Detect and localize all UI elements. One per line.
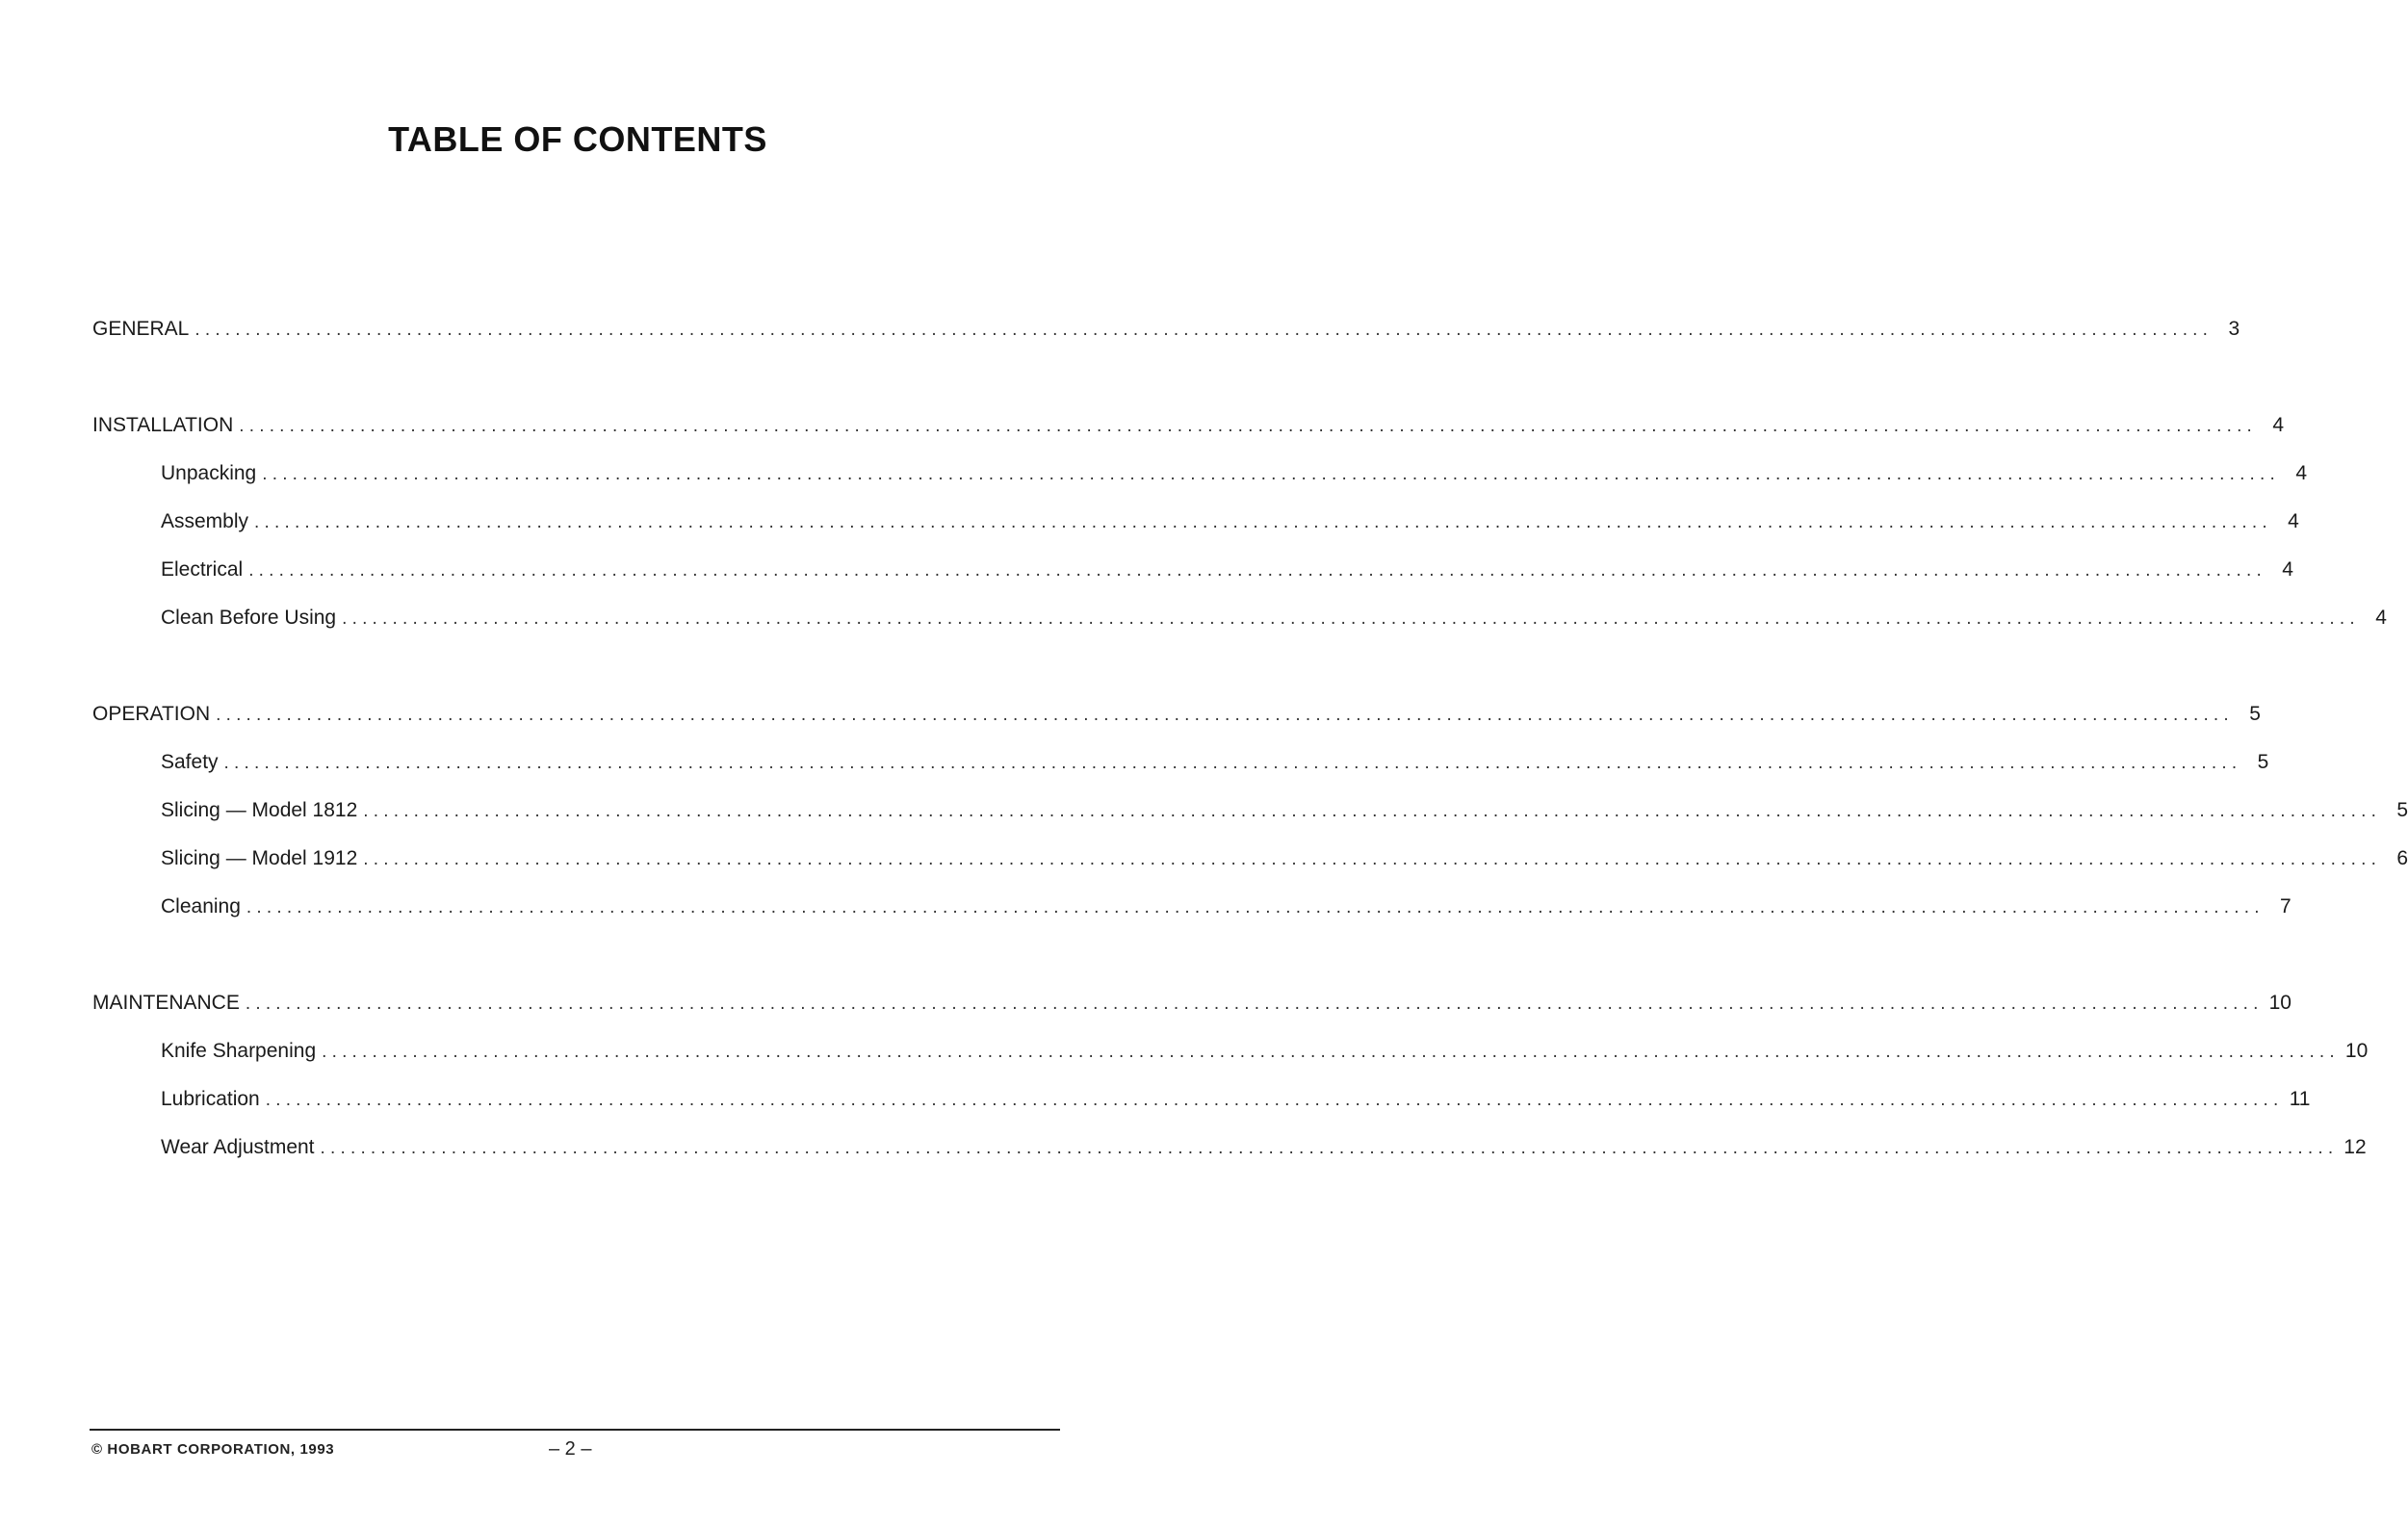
footer-page-number: – 2 – [549,1438,592,1460]
toc-page-number: 6 [2396,847,2408,869]
toc-entry-assembly[interactable] [161,510,2299,539]
toc-page-number: 4 [2282,558,2293,581]
toc-dot-leader: ........................................................................................................................................................................................................ [216,705,2234,725]
toc-entry-label: MAINTENANCE [92,992,240,1014]
toc-page-number: 12 [2343,1136,2367,1158]
page-title: TABLE OF CONTENTS [388,119,767,160]
toc-entry-operation[interactable] [92,703,2261,732]
toc-entry-maintenance[interactable] [92,992,2291,1021]
toc-dot-leader: ........................................................................................................................................................................................................ [342,608,2360,629]
toc-entry-general[interactable] [92,318,2240,347]
toc-page-number: 5 [2249,703,2261,725]
toc-page-number: 3 [2228,318,2240,340]
toc-entry-cleaning[interactable] [161,895,2291,924]
toc-dot-leader: ........................................................................................................................................................................................................ [320,1138,2339,1158]
toc-entry-safety[interactable] [161,751,2269,780]
toc-page-number: 4 [2288,510,2299,532]
toc-page-number: 4 [2272,414,2285,436]
toc-entry-label: OPERATION [92,703,211,725]
toc-entry-label: Clean Before Using [161,607,337,629]
toc-page-number: 4 [2295,462,2307,484]
toc-dot-leader: ........................................................................................................................................................................................................ [239,416,2258,436]
toc-dot-leader: ........................................................................................................................................................................................................ [223,753,2242,773]
toc-dot-leader: ........................................................................................................................................................................................................ [363,849,2382,869]
toc-entry-slicing-model-1912[interactable] [161,847,2408,876]
toc-entry-unpacking[interactable] [161,462,2307,491]
toc-entry-label: Slicing — Model 1812 [161,799,358,821]
toc-entry-label: Assembly [161,510,249,532]
toc-dot-leader: ........................................................................................................................................................................................................ [254,512,2272,532]
toc-entry-label: Safety [161,751,219,773]
toc-entry-label: Cleaning [161,895,241,918]
toc-entry-label: Slicing — Model 1912 [161,847,358,869]
toc-entry-slicing-model-1812[interactable] [161,799,2408,828]
toc-page-number: 5 [2396,799,2408,821]
toc-entry-wear-adjustment[interactable] [161,1136,2367,1165]
toc-entry-label: INSTALLATION [92,414,234,436]
toc-page-number: 11 [2289,1088,2311,1110]
toc-dot-leader: ........................................................................................................................................................................................................ [262,464,2280,484]
toc-entry-lubrication[interactable] [161,1088,2311,1117]
toc-entry-label: Knife Sharpening [161,1040,317,1062]
toc-entry-label: Electrical [161,558,244,581]
toc-entry-installation[interactable] [92,414,2285,443]
toc-dot-leader: ........................................................................................................................................................................................................ [245,994,2264,1014]
toc-dot-leader: ........................................................................................................................................................................................................ [246,897,2265,918]
toc-dot-leader: ........................................................................................................................................................................................................ [248,560,2266,581]
toc-page-number: 10 [2344,1040,2369,1062]
footer-divider [90,1429,1060,1431]
toc-entry-knife-sharpening[interactable] [161,1040,2369,1069]
toc-entry-label: GENERAL [92,318,190,340]
toc-dot-leader: ........................................................................................................................................................................................................ [322,1042,2340,1062]
toc-entry-clean-before-using[interactable] [161,607,2387,635]
toc-dot-leader: ........................................................................................................................................................................................................ [363,801,2382,821]
toc-entry-label: Wear Adjustment [161,1136,315,1158]
toc-page-number: 5 [2257,751,2269,773]
toc-entry-electrical[interactable] [161,558,2293,587]
toc-dot-leader: ........................................................................................................................................................................................................ [265,1090,2284,1110]
toc-page-number: 10 [2268,992,2291,1014]
toc-entry-label: Unpacking [161,462,257,484]
toc-page-number: 7 [2279,895,2291,918]
toc-page-number: 4 [2375,607,2387,629]
toc-dot-leader: ........................................................................................................................................................................................................ [194,320,2214,340]
footer-copyright: © HOBART CORPORATION, 1993 [91,1441,335,1458]
toc-entry-label: Lubrication [161,1088,260,1110]
